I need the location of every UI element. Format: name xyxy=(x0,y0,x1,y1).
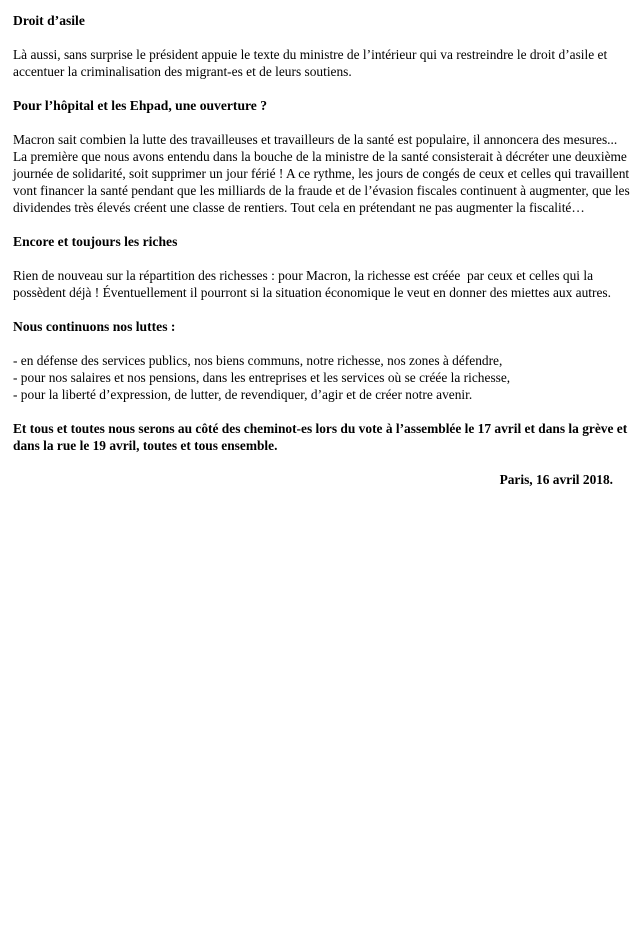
paragraph-cheminots-appel: Et tous et toutes nous serons au côté des cheminot-es lors du vote à l’assemblée le 17 avril et dans la grève et dans la rue le 19 avril, toutes et tous ensemble. xyxy=(13,421,631,453)
section-heading-hopital-ehpad: Pour l’hôpital et les Ehpad, une ouverture ? xyxy=(13,98,268,113)
section-heading-riches: Encore et toujours les riches xyxy=(13,234,178,249)
paragraph-hopital-ehpad: Macron sait combien la lutte des travailleuses et travailleurs de la santé est populaire, il annoncera des mesures... La première que nous avons entendu dans la bouche de la ministre de la santé consisterait à décréter une deuxième journée de solidarité, soit supprimer un jour férié ! A ce rythme, les jours de congés de ceux et celles qui travaillent vont financer la santé pendant que les milliards de la fraude et de l’évasion fiscales continuent à augmenter, que les dividendes très élevés créent une classe de rentiers. Tout cela en prétendant ne pas augmenter la fiscalité… xyxy=(13,132,634,215)
paragraph-riches: Rien de nouveau sur la répartition des richesses : pour Macron, la richesse est créée par ceux et celles qui la possèdent déjà ! Éventuellement il pourront si la situation économique le veut en donner des miettes aux autres. xyxy=(13,268,611,300)
list-item-liberte-expression: - pour la liberté d’expression, de lutter, de revendiquer, d’agir et de créer notre avenir. xyxy=(13,387,473,402)
dateline: Paris, 16 avril 2018. xyxy=(499,472,613,487)
list-item-services-publics: - en défense des services publics, nos biens communs, notre richesse, nos zones à défendre, xyxy=(13,353,503,368)
section-heading-luttes: Nous continuons nos luttes : xyxy=(13,319,176,334)
luttes-list xyxy=(13,352,630,403)
section-heading-droit-asile: Droit d’asile xyxy=(13,13,85,28)
list-item-salaires-pensions: - pour nos salaires et nos pensions, dans les entreprises et les services où se créée la richesse, xyxy=(13,370,511,385)
paragraph-droit-asile: Là aussi, sans surprise le président appuie le texte du ministre de l’intérieur qui va restreindre le droit d’asile et accentuer la criminalisation des migrant-es et de leurs soutiens. xyxy=(13,47,611,79)
